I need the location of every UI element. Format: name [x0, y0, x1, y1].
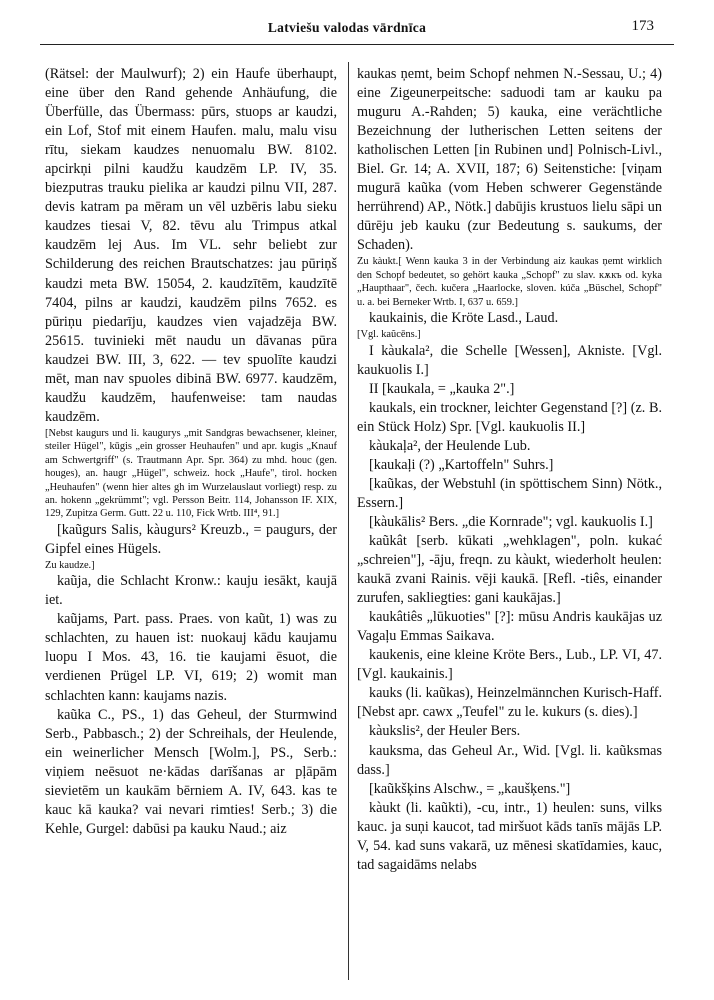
dictionary-entry: kaũka C., PS., 1) das Geheul, der Sturmwind Serb., Pabbasch.; 2) der Schreihals, der Heulende, ein weinerlicher Mensch [Wolm.], PS., Serb.: viņiem neēsuot ne·kādas darīšanas ar pļāpām sievietēm un kaukām bērniem A. IV, 643. kas te kauc kā kauka? vai nevari rimties! Serb.; 3) die Kehle, Gurgel: dabūsi pa kauku Naud.; aiz — [45, 706, 337, 837]
dictionary-entry: kauks (li. kaũkas), Heinzelmännchen Kurisch-Haff. [Nebst apr. cawx „Teufel" zu le. kukurs (s. dies).] — [357, 685, 662, 721]
dictionary-entry: kaukas ņemt, beim Schopf nehmen N.-Sessau, U.; 4) eine Zigeunerpeitsche: saduodi tam ar kauku pa muguru A.-Rahden; 5) kauka, eine verächtliche Bezeichnung der lutherischen Letten seitens der katholischen Letten [in Rubinen und] Polnisch-Livl., Biel. Gr. 14; A. XVII, 187; 6) Seitenstiche: [viņam mugurā kaũka (vom Heben schwerer Gegenstände herrührend) AP., Nötk.] dabūjis krustuos lielu sāpi un dūrēju jeb kauku (zur Bedeutung s. saukums, der Schaden). — [357, 66, 662, 254]
dictionary-entry: [kaũkšķins Alschw., = „kaušķens."] — [369, 780, 571, 797]
running-title: Latviešu valodas vārdnīca — [267, 20, 427, 35]
dictionary-entry: kaukâtiês „lūkuoties" [?]: mūsu Andris kaukājas uz Vagaļu Emmas Saikava. — [357, 609, 662, 645]
left-column — [45, 65, 337, 839]
column-divider — [348, 62, 349, 980]
dictionary-entry: [kaũkas, der Webstuhl (in spöttischem Sinn) Nötk., Essern.] — [357, 475, 662, 511]
etymology-note: Zu kàukt.[ Wenn kauka 3 in der Verbindung aiz kaukas ņemt wirklich den Schopf bedeutet, so gehört kauka „Schopf" zu slav. кѫкъ od. kyka „Haupthaar", čech. kučera „Haarlocke, sloven. kúča „Büschel, Schopf" u. a. bei Berneker Wrtb. I, 637 u. 659.] — [357, 256, 662, 308]
dictionary-entry: I kàukala², die Schelle [Wessen], Akniste. [Vgl. kaukuolis I.] — [357, 342, 662, 378]
page-number: 173 — [631, 18, 654, 34]
etymology-note: [Vgl. kaũcēns.] — [357, 329, 421, 341]
right-column — [357, 65, 662, 875]
dictionary-entry: kauksma, das Geheul Ar., Wid. [Vgl. li. kaũksmas dass.] — [357, 742, 662, 778]
header-rule — [40, 44, 674, 45]
dictionary-entry: kaũkât [serb. kūkati „wehklagen", poln. kukać „schreien"], -āju, freqn. zu kàukt, wiederholt heulen: kaukā zvani Rainis. vēji kaukā. [Refl. -tiês, einander zurufen, sakliegties: gani kaukājas.] — [357, 533, 662, 607]
dictionary-entry: kaũja, die Schlacht Kronw.: kauju iesākt, kaujā iet. — [45, 573, 337, 609]
dictionary-entry: kaukals, ein trockner, leichter Gegenstand [?] (z. B. ein Stück Holz) Spr. [Vgl. kaukuolis II.] — [357, 399, 662, 435]
dictionary-entry: kaukainis, die Kröte Lasd., Laud. — [369, 310, 559, 327]
etymology-note: Zu kaudze.] — [45, 559, 95, 571]
etymology-note: [Nebst kaugurs und li. kaugurys „mit Sandgras bewachsener, kleiner, steiler Hügel", kūgis „ein grosser Heuhaufen" und apr. kugis „Knauf am Schwertgriff" (s. Trautmann Apr. Spr. 364) zu mhd. houc (gen. houges), an. haugr „Hügel", schweiz. hock „Haufe", tirol. hocken „Heuhaufen" (wenn hier altes gh im Wurzelauslaut vorliegt) resp. zu an. hokenn „gekrümmt"; vgl. Persson Beitr. 114, Johansson IF. XIX, 129, Zupitza Germ. Gutt. 22 u. 110, Fick Wrtb. III⁴, 91.] — [45, 427, 337, 520]
dictionary-entry: [kaukaļi (?) „Kartoffeln" Suhrs.] — [369, 456, 554, 473]
dictionary-entry: [kàukālis² Bers. „die Kornrade"; vgl. kaukuolis I.] — [369, 513, 653, 530]
dictionary-entry: kàukaļa², der Heulende Lub. — [369, 437, 531, 454]
dictionary-entry: II [kaukala, = „kauka 2".] — [369, 380, 515, 397]
dictionary-entry: kàukslis², der Heuler Bers. — [369, 723, 521, 740]
page-header — [40, 20, 654, 42]
dictionary-entry: kàukt (li. kaũkti), -cu, intr., 1) heulen: suns, vilks kauc. ja suņi kaucot, tad miršuot kāds tanīs mājās LP. V, 54. kad suns vakarā, uz mēnesi skatīdamies, kauc, tad sagaidāms nelabs — [357, 799, 662, 873]
dictionary-entry: kaũjams, Part. pass. Praes. von kaũt, 1) was zu schlachten, zu hauen ist: nuokauj kādu kaujamu luopu I Mos. 43, 16. tie kaujami ēsuot, die verdienen Prügel LP. VI, 619; 2) womit man schlachten kann: kaujams nazis. — [45, 611, 337, 704]
dictionary-entry: [kaũgurs Salis, kàugurs² Kreuzb., = paugurs, der Gipfel eines Hügels. — [45, 521, 337, 557]
dictionary-entry: (Rätsel: der Maulwurf); 2) ein Haufe überhaupt, eine über den Rand gehende Anhäufung, die Überfülle, das Übermass: pūrs, stuops ar kaudzi, ein Lof, Stof mit einem Haufen. malu, malu visu rītu, siekam kaudzes nenuomalu BW. 8102. apcirkņi pilni kaudžu kaudzēm LP. IV, 35. biezputras trauku pielika ar kaudzi pilnu VII, 287. devis katram pa mēram un vēl uzbēris labu sieku kaudzes tiesai V, 82. tēvu alu Trimpus atkal kaudzēm lej Aus. Im VL. sehr beliebt zur Schilderung des reichen Brautschatzes: jau pūriņš kaudzi meta BW. 15054, 2. kaudzītēm, kaudzītē 7404, pilns ar kaudzi, kaudzēm pilns 7652. es pūriņu piedarīju, kaudzes vien vajadzēja BW. 25615. tuvinieki mēt naudu un dāvanas pūra kaudzei BW. III, 3, 622. — tev spuolīte kaudzi mēt, man nav spuoles dibinā BW. 6977. kaudzēm, kaudžu kaudzēm, haufenweise: tam naudas kaudzēm. — [45, 66, 337, 425]
dictionary-entry: kaukenis, eine kleine Kröte Bers., Lub., LP. VI, 47. [Vgl. kaukainis.] — [357, 647, 662, 683]
